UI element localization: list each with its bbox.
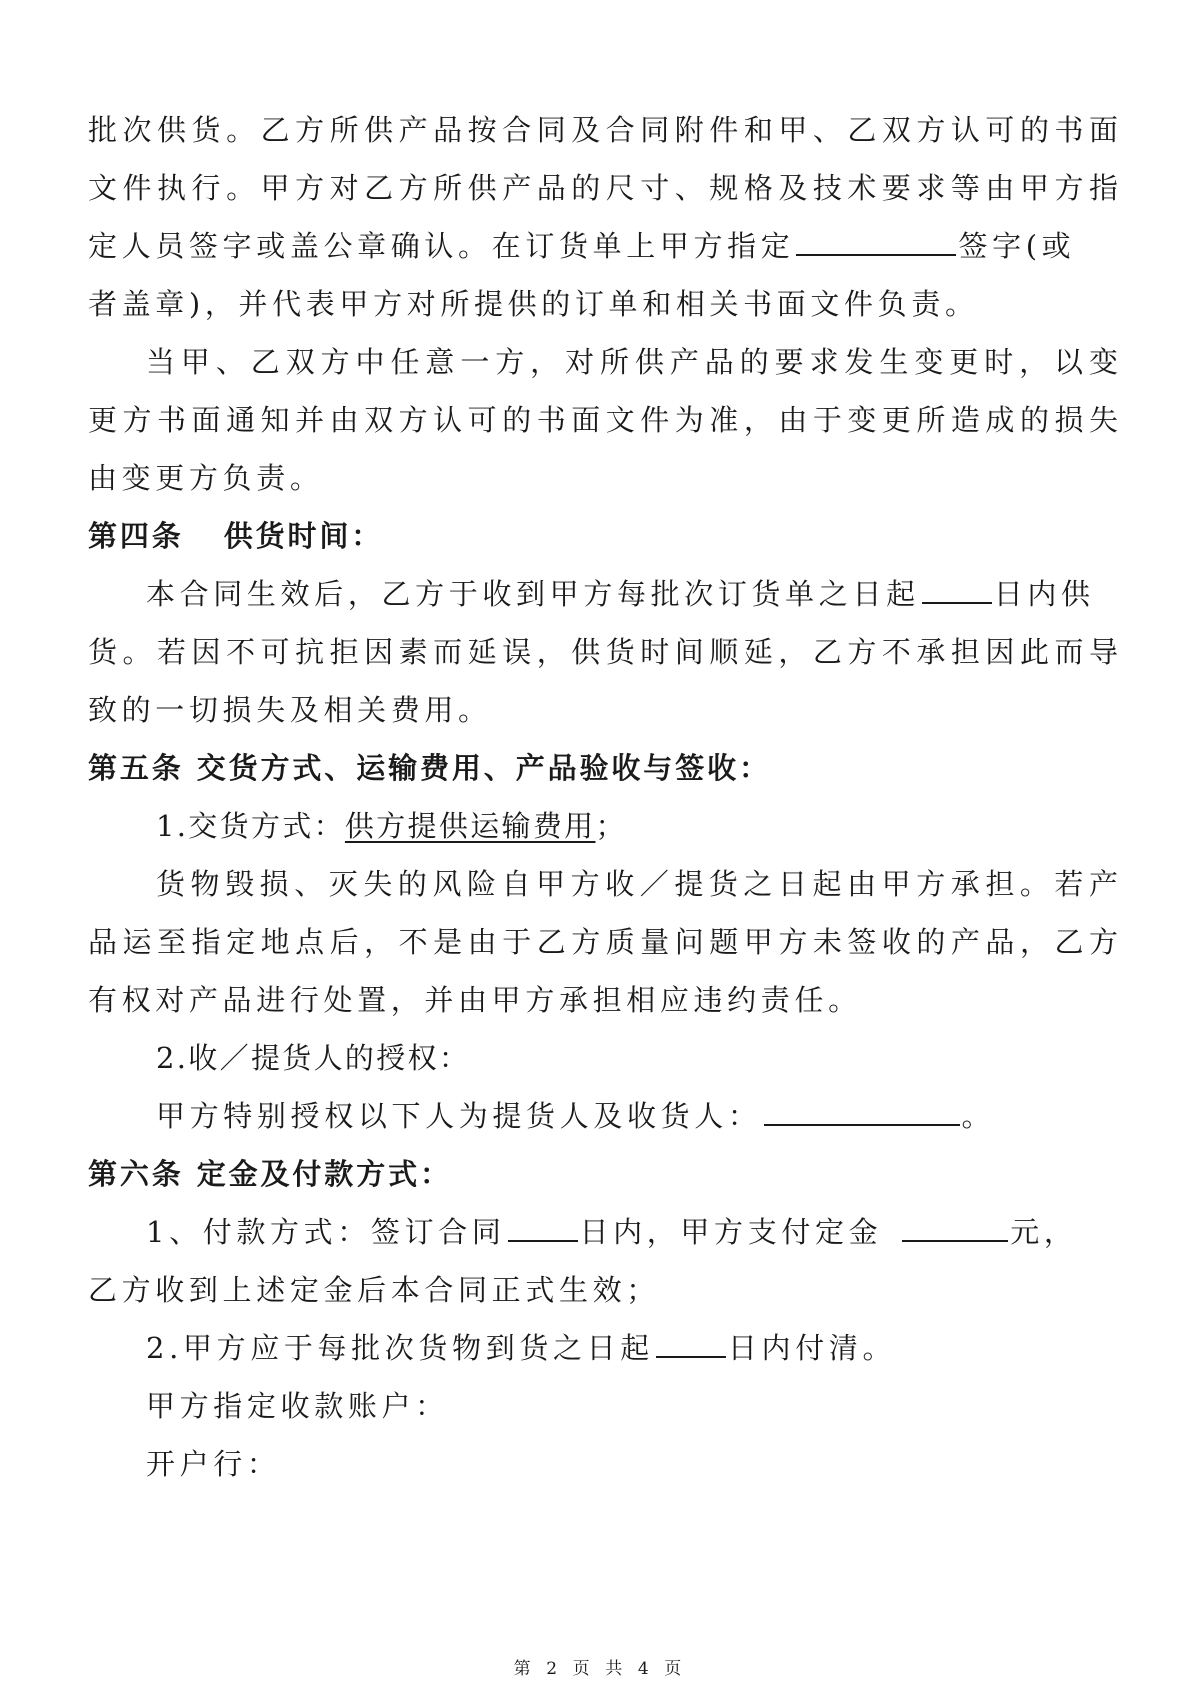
punctuation: 。 (961, 1099, 996, 1133)
body-text-line (146, 574, 1095, 614)
fill-in-blank (508, 1214, 578, 1242)
body-text-line: 货物毁损、灭失的风险自甲方收／提货之日起由甲方承担。若产 (156, 867, 1118, 901)
article-heading (88, 516, 383, 556)
body-text-line: 当甲、乙双方中任意一方，对所供产品的要求发生变更时，以变 (146, 345, 1118, 379)
body-text-line: 由变更方负责。 (88, 461, 324, 495)
body-text-line: 文件执行。甲方对乙方所供产品的尺寸、规格及技术要求等由甲方指 (88, 171, 1118, 205)
item-label: 1.交货方式： (156, 809, 345, 843)
body-text: 日内供 (993, 577, 1095, 611)
body-text-line: 批次供货。乙方所供产品按合同及合同附件和甲、乙双方认可的书面 (88, 113, 1118, 147)
body-text: 日内付清。 (727, 1331, 897, 1365)
body-text: 日内，甲方支付定金 (579, 1215, 883, 1249)
body-text: 签字(或 (958, 229, 1076, 263)
article-heading: 第五条 交货方式、运输费用、产品验收与签收： (88, 751, 771, 785)
body-text-line: 开户行： (146, 1447, 281, 1481)
list-item: 2.收／提货人的授权： (156, 1041, 471, 1075)
body-text: 1、付款方式：签订合同 (146, 1215, 506, 1249)
body-text-line: 甲方指定收款账户： (146, 1389, 449, 1423)
delivery-method-value: 供方提供运输费用 (344, 809, 596, 843)
body-text-line: 货。若因不可抗拒因素而延误，供货时间顺延，乙方不承担因此而导 (88, 635, 1118, 669)
fill-in-blank (922, 576, 992, 604)
body-text-line (146, 1328, 896, 1368)
body-text-line: 者盖章)，并代表甲方对所提供的订单和相关书面文件负责。 (88, 287, 979, 321)
body-text-line: 有权对产品进行处置，并由甲方承担相应违约责任。 (88, 983, 862, 1017)
body-text: 2.甲方应于每批次货物到货之日起 (146, 1331, 654, 1365)
body-text: 本合同生效后，乙方于收到甲方每批次订货单之日起 (146, 577, 920, 611)
body-text-line (146, 1212, 1078, 1252)
article-heading: 第六条 定金及付款方式： (88, 1157, 452, 1191)
list-item (156, 806, 627, 846)
body-text: 元， (1010, 1215, 1078, 1249)
punctuation: ； (595, 809, 627, 843)
article-title: 供货时间： (223, 519, 384, 553)
body-text-line: 品运至指定地点后，不是由于乙方质量问题甲方未签收的产品，乙方 (88, 925, 1118, 959)
body-text-line: 致的一切损失及相关费用。 (88, 693, 492, 727)
fill-in-blank (902, 1214, 1008, 1242)
body-text-line (88, 226, 1075, 266)
body-text-line: 更方书面通知并由双方认可的书面文件为准，由于变更所造成的损失 (88, 403, 1118, 437)
fill-in-blank (656, 1330, 726, 1358)
article-number: 第四条 (88, 519, 184, 553)
body-text-line: 乙方收到上述定金后本合同正式生效； (88, 1273, 660, 1307)
body-text: 甲方特别授权以下人为提货人及收货人： (156, 1099, 762, 1133)
fill-in-blank (796, 228, 956, 256)
page-number-footer: 第 2 页 共 4 页 (513, 1659, 687, 1679)
body-text: 定人员签字或盖公章确认。在订货单上甲方指定 (88, 229, 795, 263)
fill-in-blank (764, 1098, 960, 1126)
body-text-line (156, 1096, 995, 1136)
